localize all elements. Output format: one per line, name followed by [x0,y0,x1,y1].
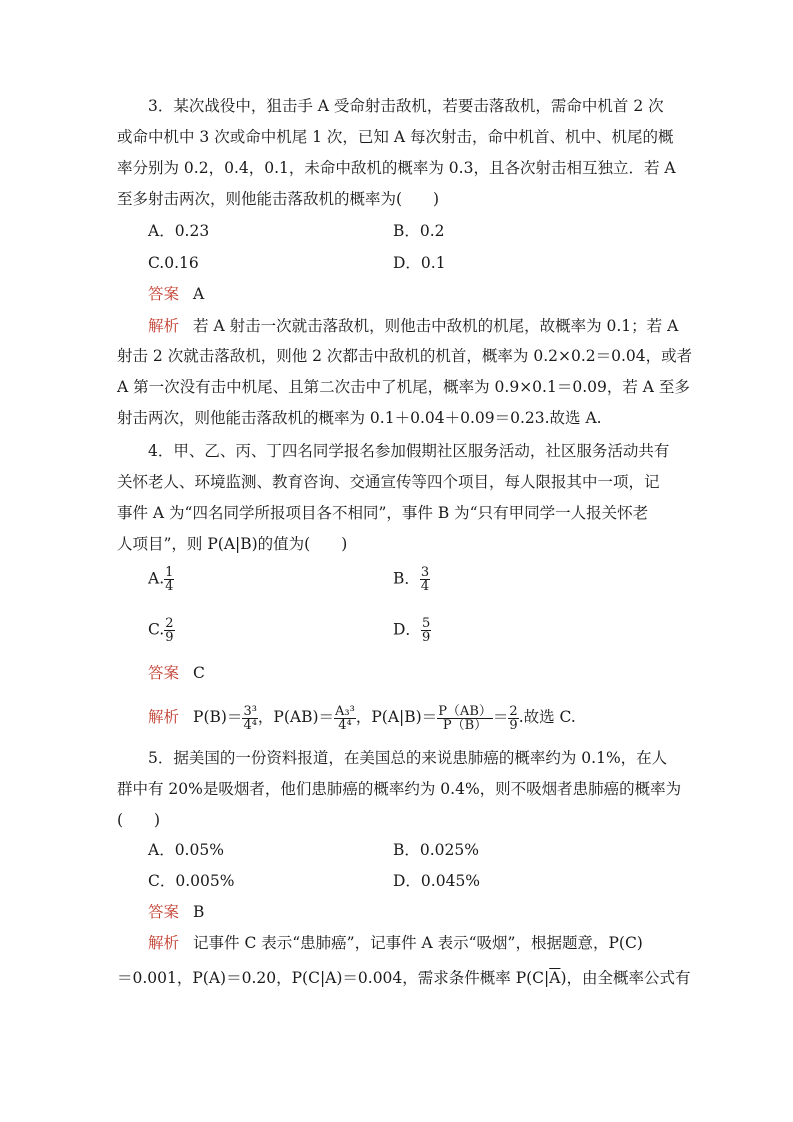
q3-option-d: D．0.1 [393,254,446,272]
numerator: 3 [420,565,430,580]
answer-value: B [193,903,205,921]
option-prefix: C. [148,620,165,639]
q4-answer [148,663,205,683]
q4-option-d [393,617,431,644]
denominator: P（B） [442,717,488,733]
fraction [164,617,174,644]
q3-option-c: C.0.16 [148,254,199,272]
q3-stem-line-1: 3．某次战役中，狙击手 A 受命射击敌机，若要击落敌机，需命中机首 2 次 [148,97,664,115]
q3-option-b: B．0.2 [393,222,445,240]
q5-analysis-line-1 [148,933,643,953]
answer-value: A [193,285,205,303]
analysis-label: 解析 [148,934,180,952]
answer-label: 答案 [148,664,180,682]
analysis-label: 解析 [148,317,180,335]
q5-option-b: B．0.025% [393,841,479,859]
fraction [164,566,174,593]
fraction [242,705,257,732]
q3-stem-line-2: 或命中机中 3 次或命中机尾 1 次，已知 A 每次射击，命中机首、机中、机尾的概 [117,128,674,146]
analysis-text: 记事件 C 表示“患肺癌”，记事件 A 表示“吸烟”，根据题意，P(C) [193,934,643,952]
fraction [421,617,431,644]
q3-analysis-line-4: 射击两次，则他能击落敌机的概率为 0.1＋0.04＋0.09＝0.23.故选 A. [117,409,602,427]
q3-stem-line-4: 至多射击两次，则他能击落敌机的概率为( ) [117,190,440,208]
fraction [437,705,493,732]
numerator: A₃³ [335,703,355,719]
denominator: 9 [165,630,174,645]
q4-stem-line-3: 事件 A 为“四名同学所报项目各不相同”，事件 B 为“只有甲同学一人报关怀老 [117,504,649,522]
q4-analysis [148,702,576,732]
analysis-text: 若 A 射击一次就击落敌机，则他击中敌机的机尾，故概率为 0.1；若 A [193,317,679,335]
q5-stem-line-1: 5．据美国的一份资料报道，在美国总的来说患肺癌的概率约为 0.1%，在人 [148,749,668,767]
numerator: 5 [421,616,431,631]
option-prefix: A. [148,569,165,588]
q3-option-a: A．0.23 [148,222,210,240]
q5-stem-line-2: 群中有 20%是吸烟者，他们患肺癌的概率约为 0.4%，则不吸烟者患肺癌的概率为 [117,780,682,798]
complement-symbol: $\overline{A}$ [549,969,561,987]
q5-answer [148,902,204,922]
q3-stem-line-3: 率分别为 0.2，0.4，0.1，未命中敌机的概率为 0.3，且各次射击相互独立．若 A [117,159,676,177]
answer-value: C [193,664,205,682]
fraction [508,705,518,732]
q4-stem-line-2: 关怀老人、环境监测、教育咨询、交通宣传等四个项目，每人限报其中一项，记 [117,473,660,491]
denominator: 4 [420,579,430,594]
analysis-text: )，由全概率公式有 [560,969,691,987]
q5-option-d: D．0.045% [393,872,481,890]
formula-text: P(B)＝ [193,708,243,726]
denominator: 9 [421,630,431,645]
q5-option-a: A．0.05% [148,841,224,859]
option-prefix: B． [393,569,420,588]
q3-analysis-line-3: A 第一次没有击中机尾、且第二次击中了机尾，概率为 0.9×0.1＝0.09，若 A 至多 [117,378,690,396]
denominator: 4⁴ [243,717,257,733]
numerator: 3³ [243,703,257,719]
fraction [334,705,356,732]
answer-label: 答案 [148,285,180,303]
denominator: 4⁴ [338,717,352,733]
formula-text: .故选 C. [518,708,576,726]
formula-text: ，P(AB)＝ [257,708,335,726]
q5-stem-line-3: ( ) [117,811,161,829]
q4-option-b [393,566,430,593]
denominator: 9 [509,717,518,733]
denominator: 4 [165,579,174,594]
answer-label: 答案 [148,903,180,921]
numerator: P（AB） [438,703,492,719]
q4-stem-line-4: 人项目”，则 P(A|B)的值为( ) [117,535,348,553]
option-prefix: D． [393,620,421,639]
formula-text: ＝ [492,708,509,726]
q4-option-c [148,617,175,644]
numerator: 2 [509,703,518,719]
q5-option-c: C．0.005% [148,872,235,890]
q4-option-a [148,566,174,593]
q3-answer [148,284,204,304]
analysis-label: 解析 [148,708,180,726]
q5-analysis-line-2 [117,968,691,988]
numerator: 2 [165,616,174,631]
q3-analysis-line-2: 射击 2 次就击落敌机，则他 2 次都击中敌机的机首，概率为 0.2×0.2＝0.04，或者 [117,347,693,365]
numerator: 1 [165,565,174,580]
formula-text: ，P(A|B)＝ [355,708,438,726]
q4-stem-line-1: 4．甲、乙、丙、丁四名同学报名参加假期社区服务活动，社区服务活动共有 [148,442,670,460]
analysis-text: ＝0.001，P(A)＝0.20，P(C|A)＝0.004，需求条件概率 P(C| [117,969,550,987]
q3-analysis-line-1 [148,316,678,336]
fraction [420,566,430,593]
